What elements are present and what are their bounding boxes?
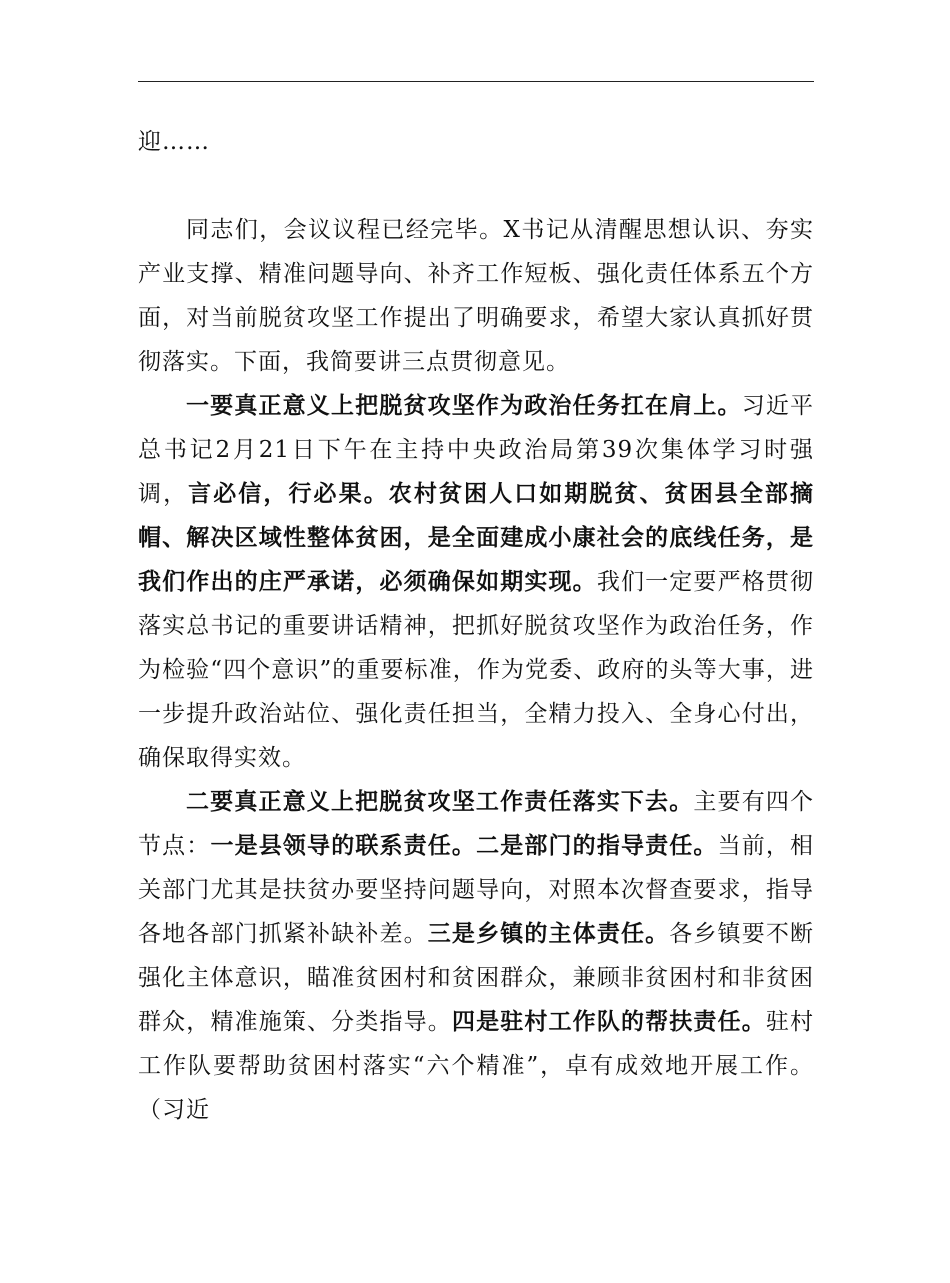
paragraph-point-two — [138, 780, 814, 1132]
point-one-heading: 一要真正意义上把脱贫攻坚作为政治任务扛在肩上。 — [186, 393, 742, 419]
quote-emphasis: 言必信，行必果。农村贫困人口如期脱贫、贫困县全部摘帽、解决区域性整体贫困，是全面建成小康社会的底线任务，是我们作出的庄严承诺，必须确保如期实现。 — [138, 481, 815, 595]
paragraph-intro — [138, 208, 814, 384]
text-run: 各乡镇要不断强化主体意识，瞄准贫困村和贫困群众，兼顾非贫困村和非贫困群众，精准施策、分类指导。 — [138, 921, 815, 1035]
text-run: 同志们，会议议程已经完毕。X书记从清醒思想认识、夯实产业支撑、精准问题导向、补齐工作短板、强化责任体系五个方面，对当前脱贫攻坚工作提出了明确要求，希望大家认真抓好贯彻落实。下面，我简要讲三点贯彻意见。 — [138, 217, 814, 375]
fragment-line: 迎…… — [138, 129, 210, 155]
header-rule — [138, 81, 814, 82]
sub-point-heading: 四是驻村工作队的帮扶责任。 — [451, 1009, 766, 1035]
text-run: 当前，相关部门尤其是扶贫办要坚持问题导向，对照本次督查要求，指导各地各部门抓紧补缺补差。 — [138, 833, 815, 947]
document-body — [138, 120, 814, 1132]
point-two-heading: 二要真正意义上把脱贫攻坚工作责任落实下去。 — [186, 789, 694, 815]
text-run: 主要有四个节点： — [138, 789, 815, 859]
sub-point-heading: 一是县领导的联系责任。二是部门的指导责任。 — [210, 833, 718, 859]
paragraph-point-one — [138, 384, 814, 780]
text-run: 我们一定要严格贯彻落实总书记的重要讲话精神，把抓好脱贫攻坚作为政治任务，作为检验“四个意识”的重要标准，作为党委、政府的头等大事，进一步提升政治站位、强化责任担当，全精力投入、全身心付出，确保取得实效。 — [138, 569, 815, 771]
text-run: 习近平总书记2月21日下午在主持中央政治局第39次集体学习时强调， — [138, 393, 815, 507]
sub-point-heading: 三是乡镇的主体责任。 — [427, 921, 670, 947]
document-page — [138, 0, 814, 1283]
text-run: 驻村工作队要帮助贫困村落实“六个精准”，卓有成效地开展工作。（习近 — [138, 1009, 815, 1123]
